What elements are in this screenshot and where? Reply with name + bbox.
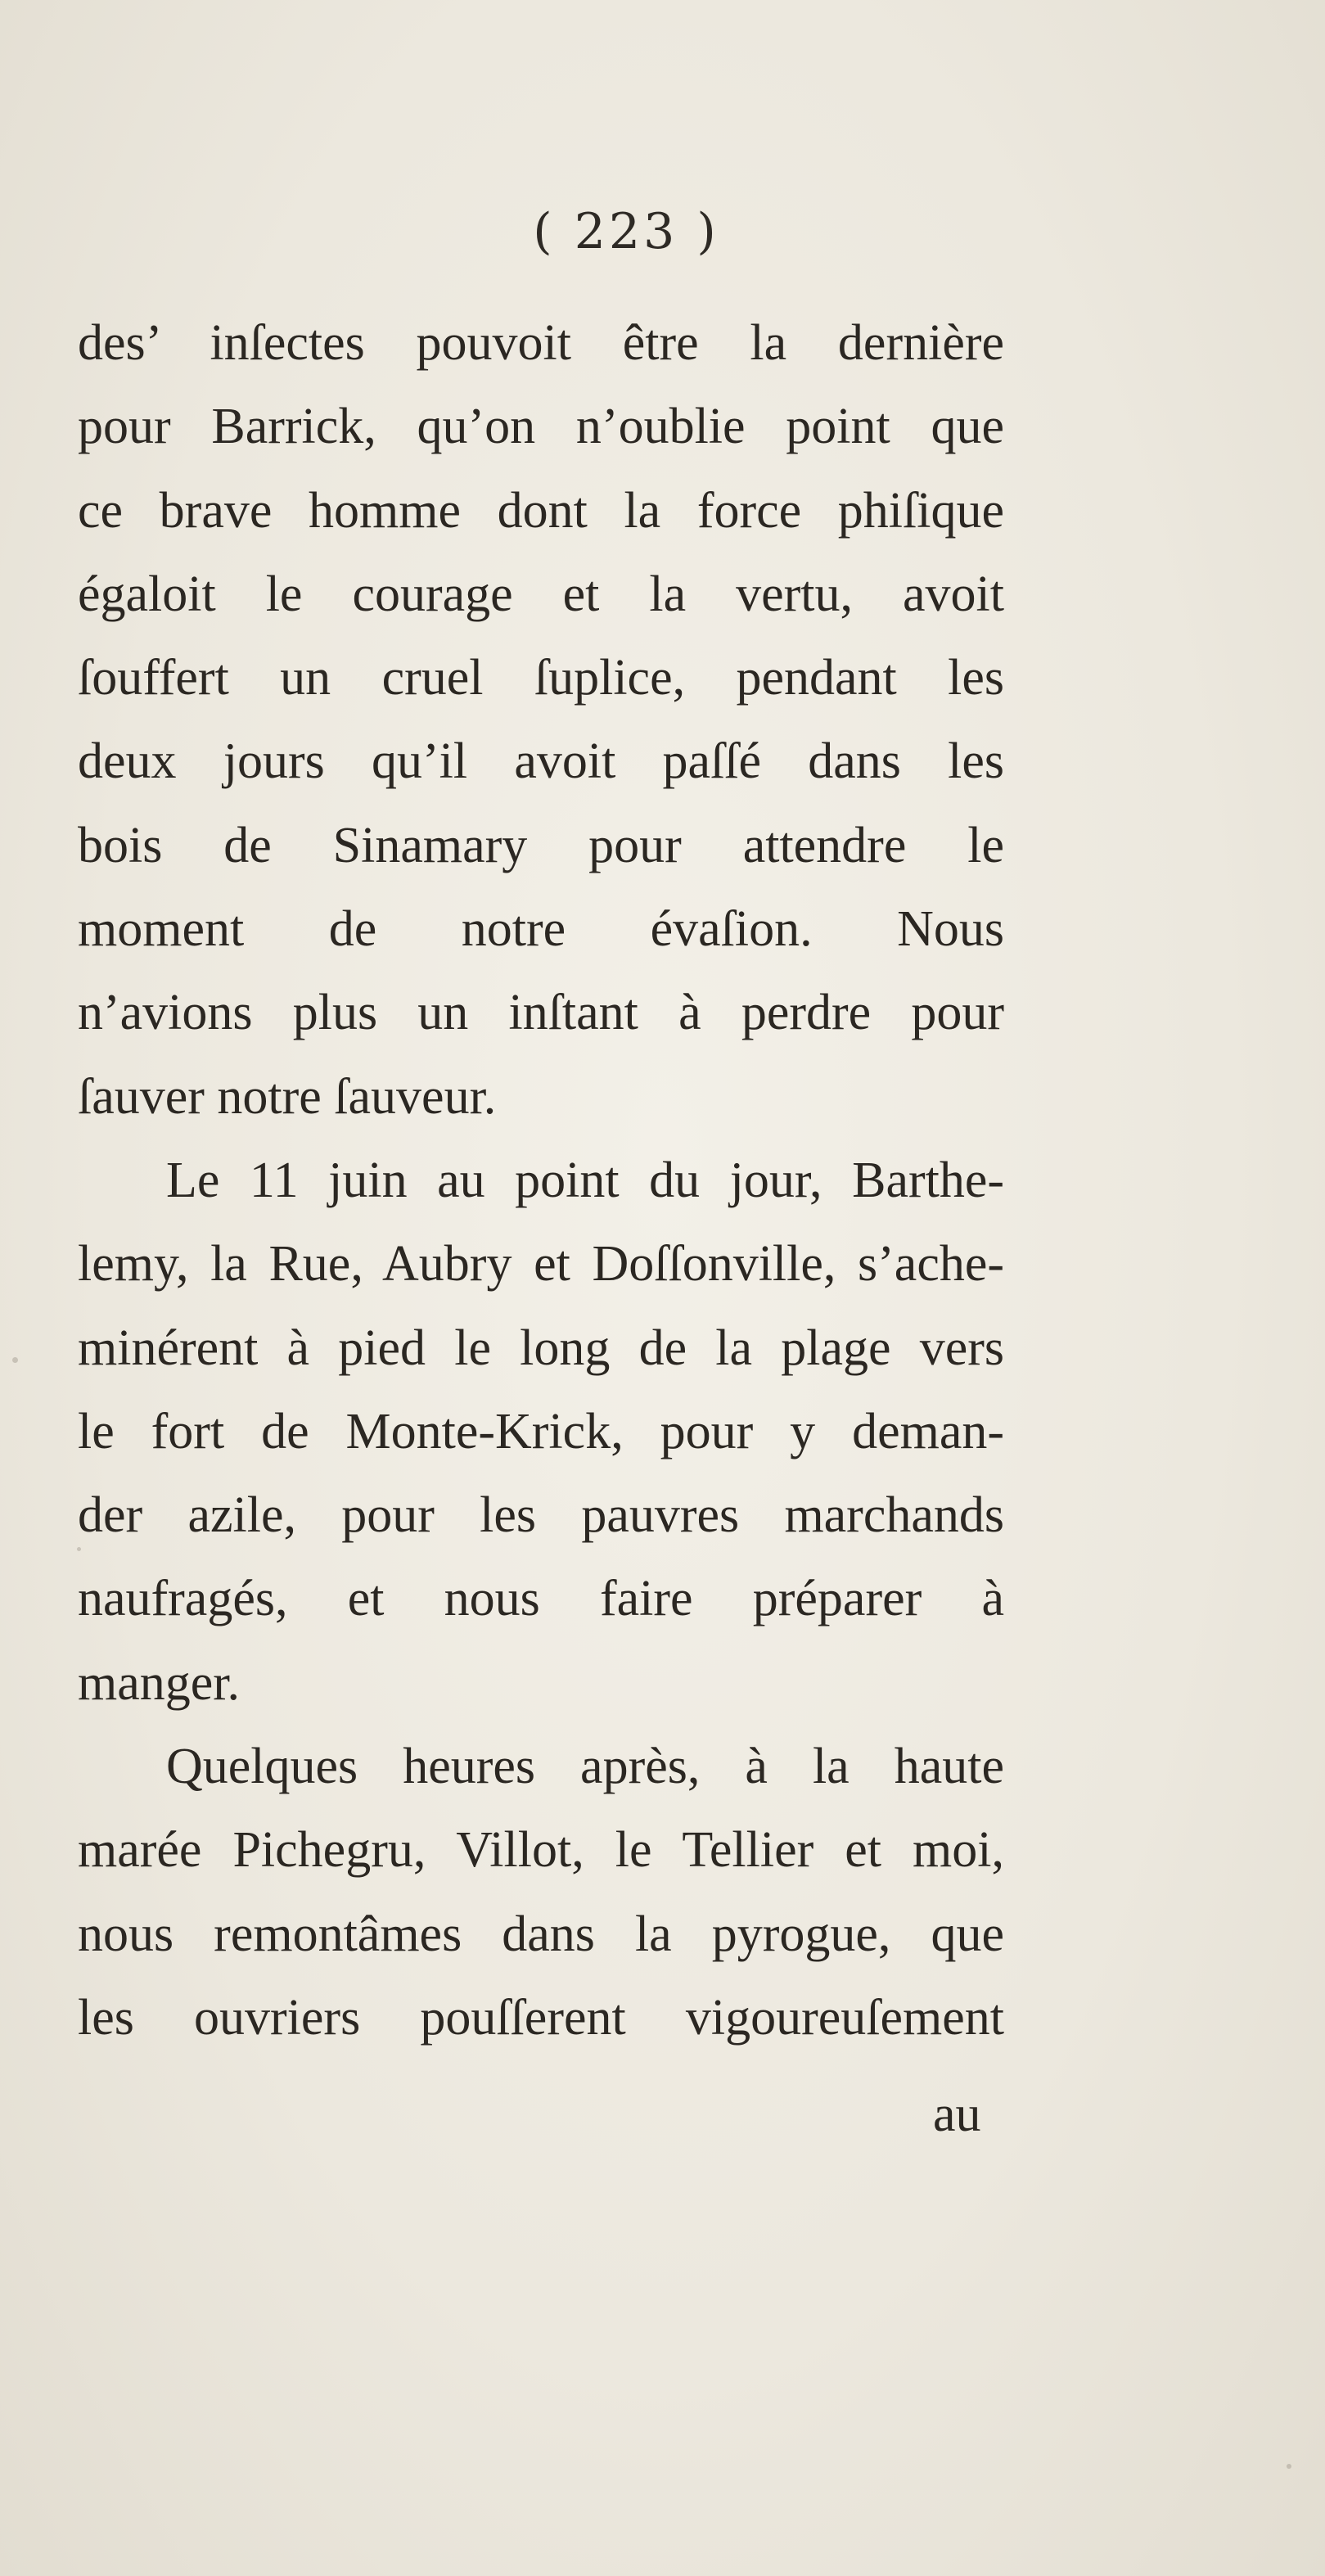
text-line: minérent à pied le long de la plage vers (78, 1320, 1004, 1376)
text-line: deux jours qu’il avoit paſſé dans les (78, 733, 1004, 790)
text-line: nous remontâmes dans la pyrogue, que (78, 1906, 1004, 1962)
text-line: bois de Sinamary pour attendre le (78, 817, 1004, 873)
text-line: moment de notre évaſion. Nous (78, 901, 1004, 958)
text-line: pour Barrick, qu’on n’oublie point que (78, 399, 1004, 455)
text-line: marée Pichegru, Villot, le Tellier et moi, (78, 1822, 1004, 1879)
text-line: égaloit le courage et la vertu, avoit (78, 566, 1004, 622)
paper-speck (1287, 2464, 1291, 2469)
text-line: manger. (78, 1654, 240, 1711)
text-line: des’ inſectes pouvoit être la dernière (78, 315, 1004, 371)
text-line: Quelques heures après, à la haute (166, 1739, 1004, 1795)
text-line: der azile, pour les pauvres marchands (78, 1487, 1004, 1544)
text-line: ſouffert un cruel ſuplice, pendant les (78, 650, 1004, 706)
text-line: ſauver notre ſauveur. (78, 1068, 497, 1125)
paper-speck (12, 1357, 18, 1363)
text-line: ce brave homme dont la force phiſique (78, 482, 1004, 539)
body-text (78, 301, 1004, 2059)
text-line: les ouvriers pouſſerent vigoureuſement (78, 1989, 1004, 2046)
catchword: au (933, 2087, 981, 2142)
text-line: le fort de Monte-Krick, pour y deman- (78, 1403, 1004, 1459)
page-number-header: ( 223 ) (533, 203, 719, 260)
text-line: naufragés, et nous faire préparer à (78, 1571, 1004, 1627)
text-line: lemy, la Rue, Aubry et Doſſonville, s’ache- (78, 1236, 1004, 1293)
text-line: n’avions plus un inſtant à perdre pour (78, 985, 1004, 1041)
text-line: Le 11 juin au point du jour, Barthe- (166, 1152, 1004, 1208)
